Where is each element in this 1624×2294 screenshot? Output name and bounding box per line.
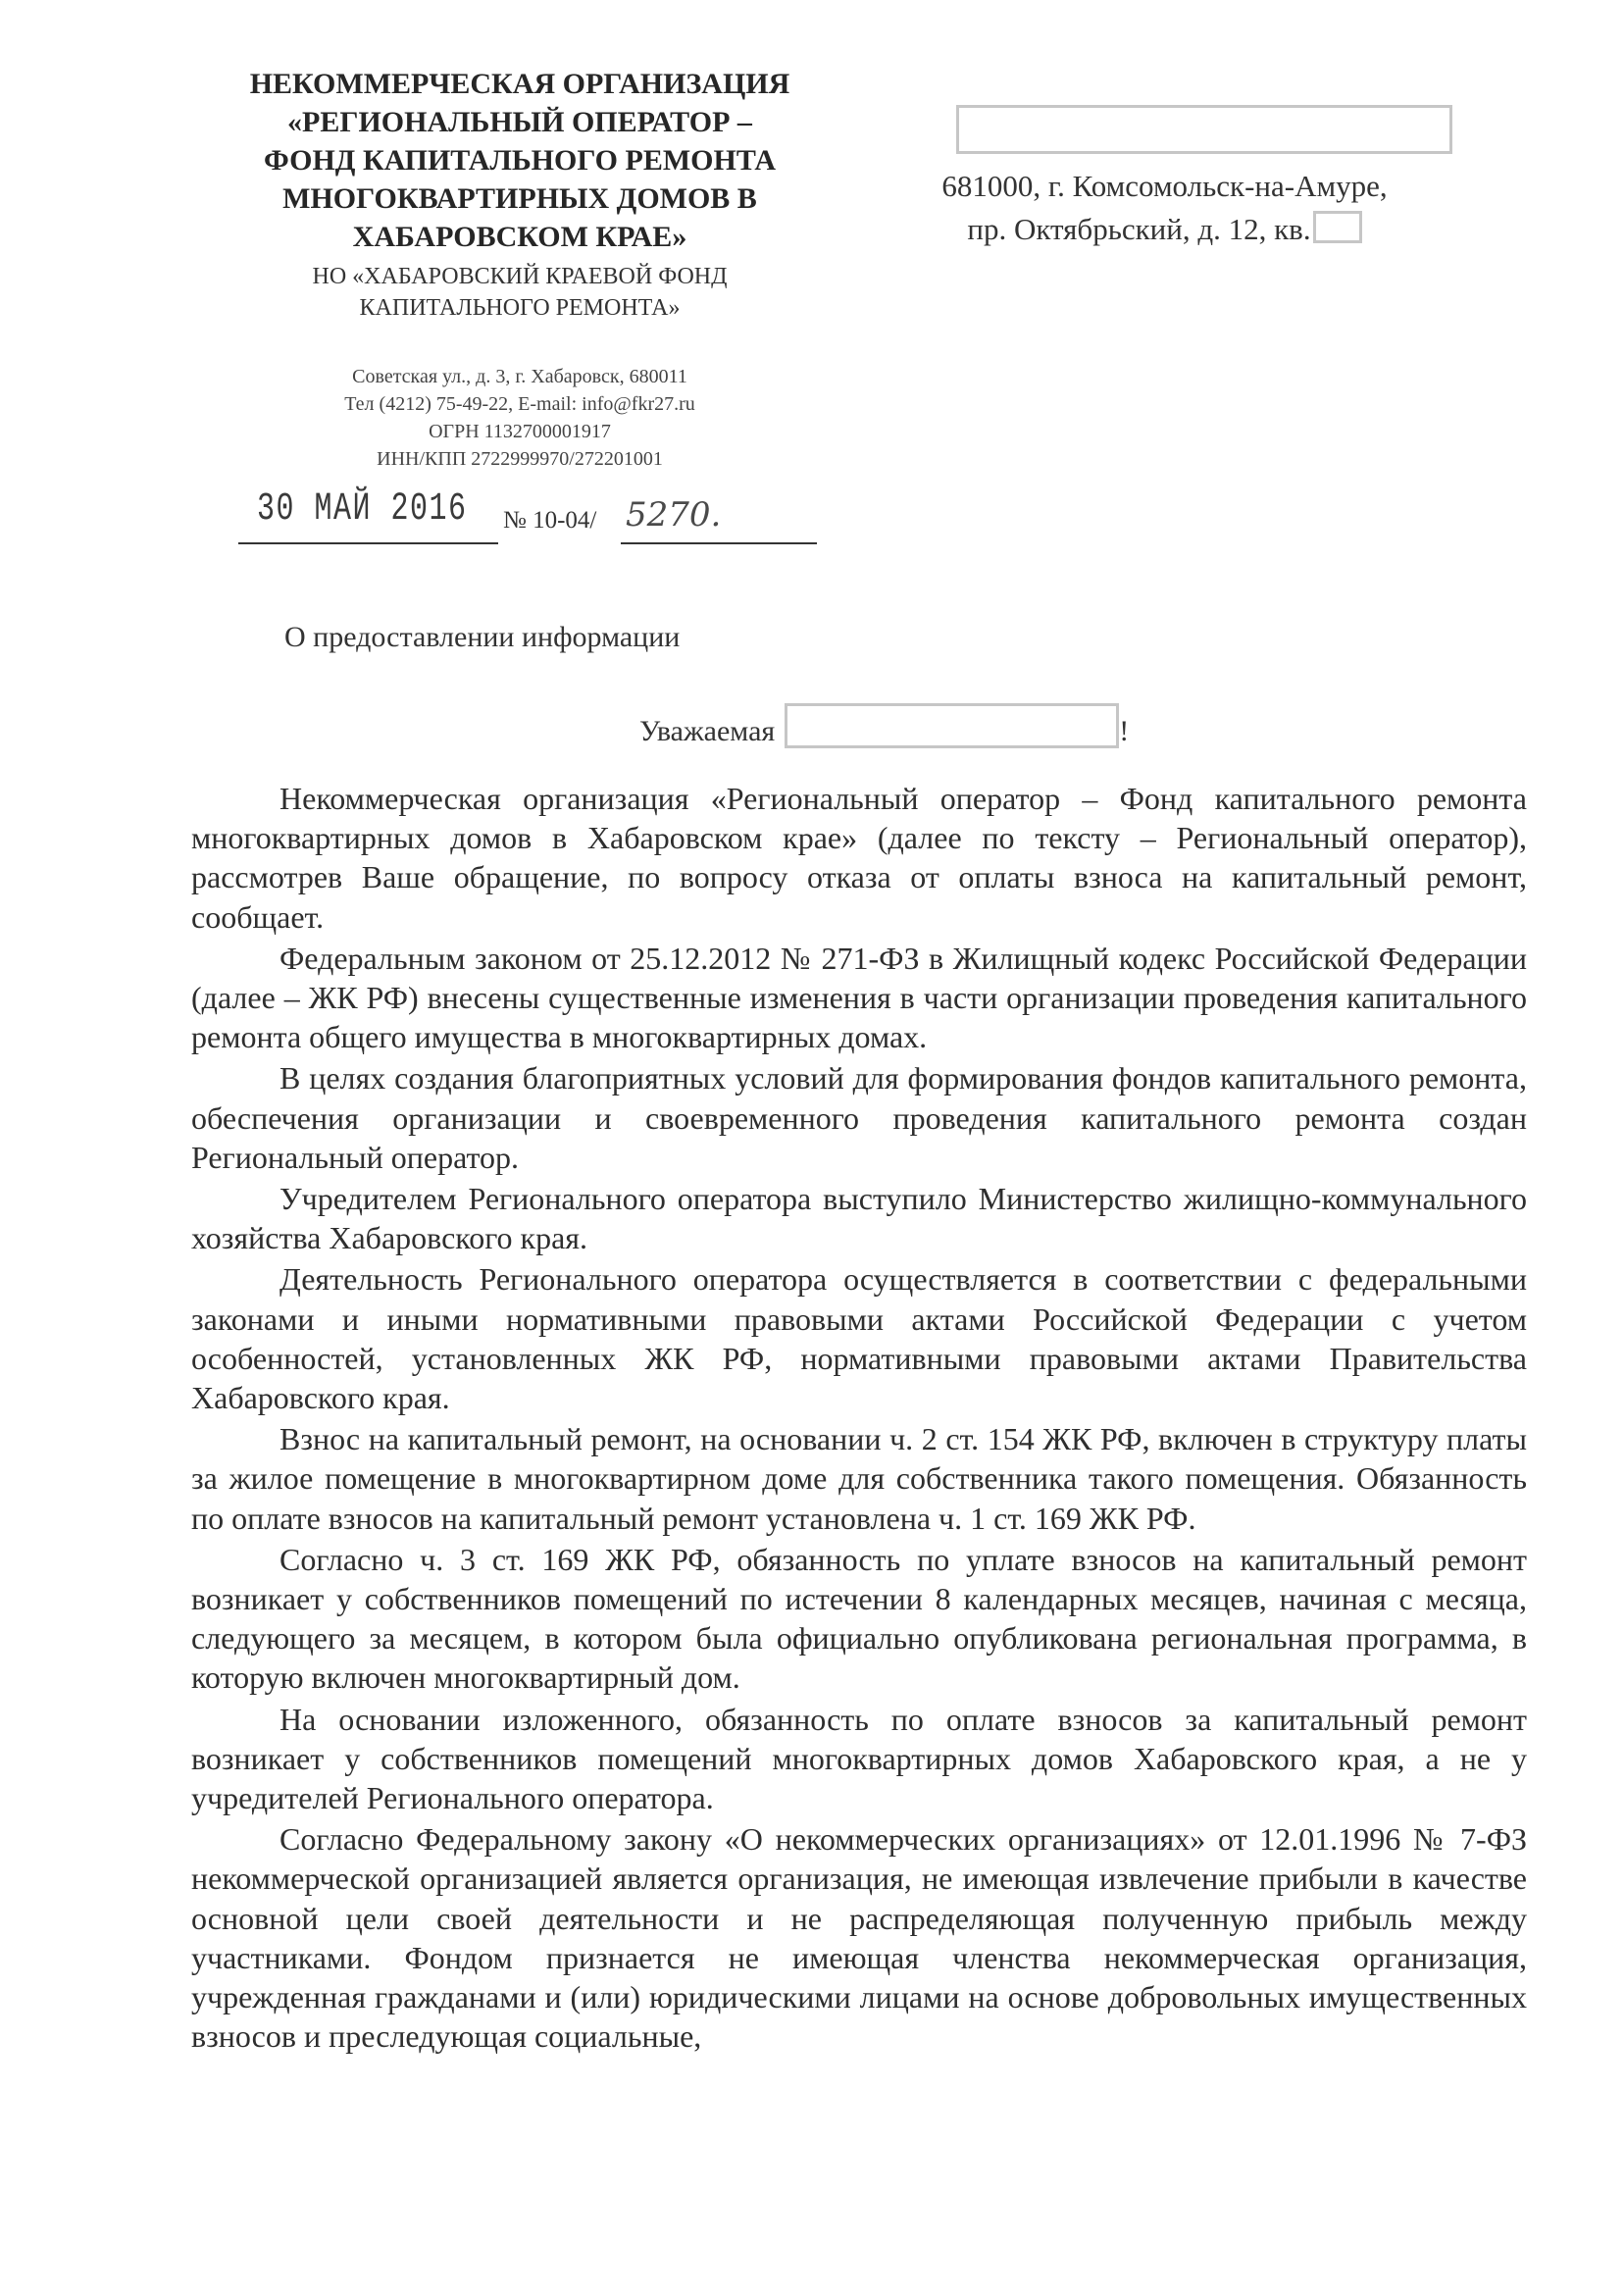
registration-number-handwritten: 5270. [626,495,722,535]
date-underline [238,542,498,544]
org-phone-email: Тел (4212) 75-49-22, E-mail: info@fkr27.ru [344,393,695,415]
org-name-line: ФОНД КАПИТАЛЬНОГО РЕМОНТА [264,144,776,177]
recipient-city-line: 681000, г. Комсомольск-на-Амуре, [941,169,1388,203]
registration-number-prefix: № 10-04/ [503,507,597,534]
recipient-apartment-redaction [1313,211,1362,243]
org-name-line: МНОГОКВАРТИРНЫХ ДОМОВ В [282,182,757,215]
body-paragraph: Некоммерческая организация «Региональный оператор – Фонд капитального ремонта многоквартирных домов в Хабаровском крае» (далее по тексту – Региональный оператор), рассмотрев Ваше обращение, по вопросу отказа от оплаты взноса на капитальный ремонт, сообщает. [191,781,1527,935]
letter-body [191,779,1527,2059]
body-paragraph: В целях создания благоприятных условий для формирования фондов капитального ремонта, обеспечения организации и своевременного проведения капитального ремонта создан Региональный оператор. [191,1060,1527,1175]
organization-contacts [191,363,848,473]
recipient-street-line [863,208,1466,251]
organization-short-name [191,261,848,324]
org-inn-kpp: ИНН/КПП 2722999970/272201001 [377,448,663,470]
org-name-line: НЕКОММЕРЧЕСКАЯ ОРГАНИЗАЦИЯ [249,68,790,100]
salutation-text: Уважаемая [639,715,776,747]
body-paragraph: На основании изложенного, обязанность по оплате взносов за капитальный ремонт возникает у собственников помещений многоквартирных домов Хабаровского края, а не у учредителей Регионального оператора. [191,1701,1527,1816]
salutation-name-redaction [785,703,1119,748]
body-paragraph: Согласно ч. 3 ст. 169 ЖК РФ, обязанность по уплате взносов на капитальный ремонт возникает у собственников помещений по истечении 8 календарных месяцев, начиная с месяца, следующего за месяцем, в котором была официально опубликована региональная программа, в которую включен многоквартирный дом. [191,1541,1527,1696]
letter-subject: О предоставлении информации [284,621,681,653]
org-ogrn: ОГРН 1132700001917 [429,421,611,442]
salutation-exclamation: ! [1119,715,1130,747]
body-paragraph: Федеральным законом от 25.12.2012 № 271-ФЗ в Жилищный кодекс Российской Федерации (далее – ЖК РФ) внесены существенные изменения в части организации проведения капитального ремонта общего имущества в многоквартирных домах. [191,940,1527,1055]
body-paragraph: Деятельность Регионального оператора осуществляется в соответствии с федеральными законами и иными нормативными правовыми актами Российской Федерации с учетом особенностей, установленных ЖК РФ, нормативными правовыми актами Правительства Хабаровского края. [191,1261,1527,1416]
body-paragraph: Согласно Федеральному закону «О некоммерческих организациях» от 12.01.1996 № 7-ФЗ некоммерческой организацией является организация, не имеющая извлечение прибыли в качестве основной цели своей деятельности и не распределяющая полученную прибыль между участниками. Фондом признается не имеющая членства некоммерческая организация, учрежденная гражданами и (или) юридическими лицами на основе добровольных имущественных взносов и преследующая социальные, [191,1821,1527,2055]
org-short-line: НО «ХАБАРОВСКИЙ КРАЕВОЙ ФОНД [312,264,728,289]
recipient-street-text: пр. Октябрьский, д. 12, кв. [967,212,1311,246]
organization-name [191,65,848,256]
org-name-line: «РЕГИОНАЛЬНЫЙ ОПЕРАТОР – [287,106,752,138]
date-stamp: 30 МАЙ 2016 [257,487,468,532]
registration-underline [621,542,817,544]
org-address: Советская ул., д. 3, г. Хабаровск, 680011 [352,366,687,387]
body-paragraph: Взнос на капитальный ремонт, на основании ч. 2 ст. 154 ЖК РФ, включен в структуру платы за жилое помещение в многоквартирном доме для собственника такого помещения. Обязанность по оплате взносов на капитальный ремонт установлена ч. 1 ст. 169 ЖК РФ. [191,1421,1527,1536]
recipient-name-redaction [956,105,1452,154]
salutation [639,703,1129,748]
body-paragraph: Учредителем Регионального оператора выступило Министерство жилищно-коммунального хозяйства Хабаровского края. [191,1181,1527,1256]
org-short-line: КАПИТАЛЬНОГО РЕМОНТА» [359,295,681,321]
org-name-line: ХАБАРОВСКОМ КРАЕ» [352,221,687,253]
